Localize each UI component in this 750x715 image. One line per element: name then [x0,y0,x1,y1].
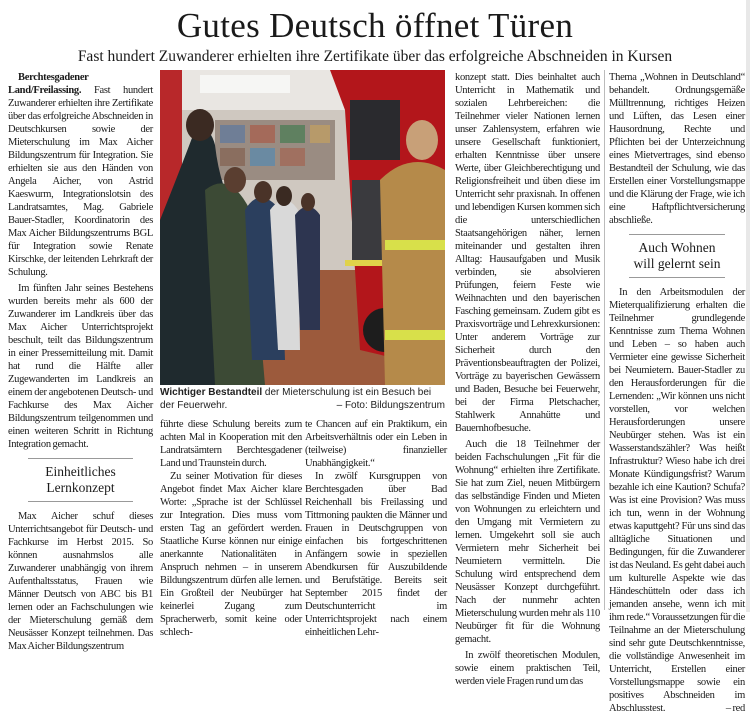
photo-caption [160,386,445,412]
photo-credit: – Foto: Bildungszentrum [336,400,445,411]
paragraph: In zwölf Kursgruppen von Berchtesgaden über Bad Reichenhall bis Freilassing und Tittmoning paukten die Männer und Frauen in Deutschgruppen von einfachen bis fortgeschrittenen Anfängern sowie in speziellen Abendkursen für Auszubildende und Berufstätige. Bereits seit September 2015 findet der Deutschunterricht im Unterrichtsprojekt nach einem einheitlichen Lehr- [305,471,447,638]
author-signature: – red [725,703,745,714]
article-column-4 [609,71,745,715]
section-subhead [28,458,133,502]
paragraph: Auch die 18 Teilnehmer der beiden Fachschulungen „Fit für die Wohnung“ erhielten ihre Zertifikate. Sie hat zum Ziel, neuen Mitbürgern das selbständige Finden und Mieten von Wohnungen zu erleichtern und den Umgang mit Vermietern zu lernen. Umgekehrt soll sie auch Vermietern mehr Sicherheit bei Neumietern vermitteln. Die Schulung wird entsprechend dem Neusässer Konzept durchgeführt. Nach der nunmehr achten Mieterschulung wurden mehr als 110 Neubürger fit für die Wohnung gemacht. [455,439,600,645]
fire-station-photo [160,70,445,385]
subhead-line: will gelernt sein [633,256,721,271]
paragraph: Im fünften Jahr seines Bestehens wurden bereits mehr als 600 der Zuwanderer im Landkreis über das Max Aicher Unterrichtsprojekt beschult, teilt das Bildungszentrum in einer Pressemitteilung mit. Damit hat rund die Hälfte aller Zugewanderten im Landkreis an einem der angebotenen Deutsch- und Fachkurse des Max Aicher Bildungszentrum teilgenommen und einen weiteren Schritt in Richtung Integration gemacht. [8,283,153,450]
article-column-3 [455,71,600,688]
paragraph-text: In den Arbeitsmodulen der Mieterqualifizierung erhalten die Teilnehmer grundlegende Kenntnisse zum Thema Wohnen und Leben – so haben auch Vermieter eine gewisse Sicherheit bei Neumietern. Bauer-Stadler zu den Herausforderungen für die Lernenden: „Wir können uns nicht vorstellen, vor welchen Herausforderungen unsere Neubürger stehen. Was ist ein Wasserstandszähler? Was heißt Infrastruktur? Wieso habe ich drei Monate Kündigungsfrist? Warum bezahle ich eine Kaution? Schufa? Was ist eine Provision? Was muss ich tun, wenn in der Wohnung etwas kaputtgeht? Für uns sind das alltägliche Situationen und Bedingungen, für die Zuwanderer ist das Neuland. Es geht dabei auch um kulturelle Aspekte wie das Händeschütteln oder dass ich jemanden ansehe, wenn ich mit ihm rede.“ Voraussetzungen für die Teilnahme an der Mieterschulung sind sehr gute Deutschkenntnisse, die vollständige Anwesenheit im Unterricht, Erstellen einer Vorstellungsmappe sowie ein positives Abschneiden im Abschlusstest. [609,287,745,714]
paragraph [609,286,745,715]
article-column-1 [8,71,153,653]
paragraph: Max Aicher schuf dieses Unterrichtsangebot für Deutsch- und Fachkurse im Herbst 2015. So können ausnahmslos alle Zuwanderer unabhängig von ihrem Aufenthaltsstatus, Frauen wie Männer Deutsch von ABC bis B1 lernen oder an Fachschulungen wie der Mieterschulung gemäß dem Neusässer Konzept teilnehmen. Das Max Aicher Bildungszentrum [8,511,153,652]
subheadline: Fast hundert Zuwanderer erhielten ihre Zertifikate über das erfolgreiche Abschneiden in Kursen [77,48,673,65]
article-column-2a [160,418,302,639]
dateline: Berchtesgadener Land/Freilassing. [8,72,89,96]
paragraph: In zwölf theoretischen Modulen, sowie einem praktischen Teil, werden viele Fragen rund um das [455,650,600,687]
page-edge [746,0,750,612]
subhead-line: Auch Wohnen [638,240,716,255]
article-column-2b [305,418,447,639]
paragraph: konzept statt. Dies beinhaltet auch Unterricht in Mathematik und sozialen Lehrbereichen: die Teilnehmer vieler Nationen lernen unser Zahlensystem, erfahren wie unsere Gesellschaft funktioniert, erhalten Kenntnisse über unsere Werte, über Gleichberechtigung und Religionsfreiheit und üben diese im Unterricht sehr praxisnah. In offenen und lebendigen Kursen kommen sich die unterschiedlichen Staatsangehörigen näher, lernen miteinander und gestalten ihren Alltag: Hausaufgaben und Musik verbinden, sie absolvieren Prüfungen, feiern Feste wie Weihnachten und den bayerischen Fasching gemeinsam. Zudem gibt es Praxisvorträge und Lehrexkursionen: Unter anderem Vorträge zur Sicherheit durch den Präventionsbeauftragten der Polizei, Vorträge zu bayerischen Gewässern und Baden, Besuche bei Feuerwehr, bei der Firma Pletschacher, Stahlwerk Annahütte und Bauernhofbesuche. [455,72,600,434]
section-subhead [629,234,725,278]
paragraph: führte diese Schulung bereits zum achten Mal in Kooperation mit den Landratsämtern Berchtesgadener Land und Traunstein durch. [160,419,302,469]
paragraph: Zu seiner Motivation für dieses Angebot findet Max Aicher klare Worte: „Sprache ist der Schlüssel zur Integration. Dies muss vom ersten Tag an gefördert werden. Staatliche Kurse können nur einige anerkannte Nationalitäten in Anspruch nehmen – in unserem Bildungszentrum dürfen alle lernen. Ein Großteil der Neubürger hat keinerlei Zugang zum Spracherwerb, somit keine oder schlech- [160,471,302,638]
paragraph-text: Fast hundert Zuwanderer erhielten ihre Zertifikate über das erfolgreiche Abschneiden in Deutschkursen sowie der Mieterschulung im Max Aicher Bildungszentrum für Integration. Sie erhielten sie aus den Händen von Angela Aicher, von Astrid Kaeswurm, Integrationslotsin des Landratsamtes, Mag. Gabriele Bauer-Stadler, Koordinatorin des Max Aicher Bildungszentrums BGL für Integration sowie Renate Kirschke, der leitenden Lehrkraft der Schulung. [8,85,153,278]
paragraph [8,71,153,279]
subhead-line: Lernkonzept [46,480,115,495]
paragraph: Thema „Wohnen in Deutschland“ behandelt. Ordnungsgemäße Mülltrennung, richtiges Heizen und Lüften, das Lesen einer Hausordnung, Rechte und Pflichten bei der Unterzeichnung eines Mietvertrages, sind ebenso Bestandteil der Schulung, wie das Erstellen einer Vorstellungsmappe und die Klärung der Frage, wie ich eine Haftpflichtversicherung abschließe. [609,72,745,226]
column-divider [604,70,605,610]
headline: Gutes Deutsch öffnet Türen [176,6,574,45]
caption-bold: Wichtiger Bestandteil [160,387,263,398]
paragraph: te Chancen auf ein Praktikum, ein Arbeitsverhältnis oder ein Leben in (teilweise) finanzieller Unabhängigkeit.“ [305,419,447,469]
subhead-line: Einheitliches [45,464,116,479]
article-photo [160,70,445,385]
caption-text: der Mieterschulung ist ein Besuch bei der Feuerwehr. [160,387,432,411]
